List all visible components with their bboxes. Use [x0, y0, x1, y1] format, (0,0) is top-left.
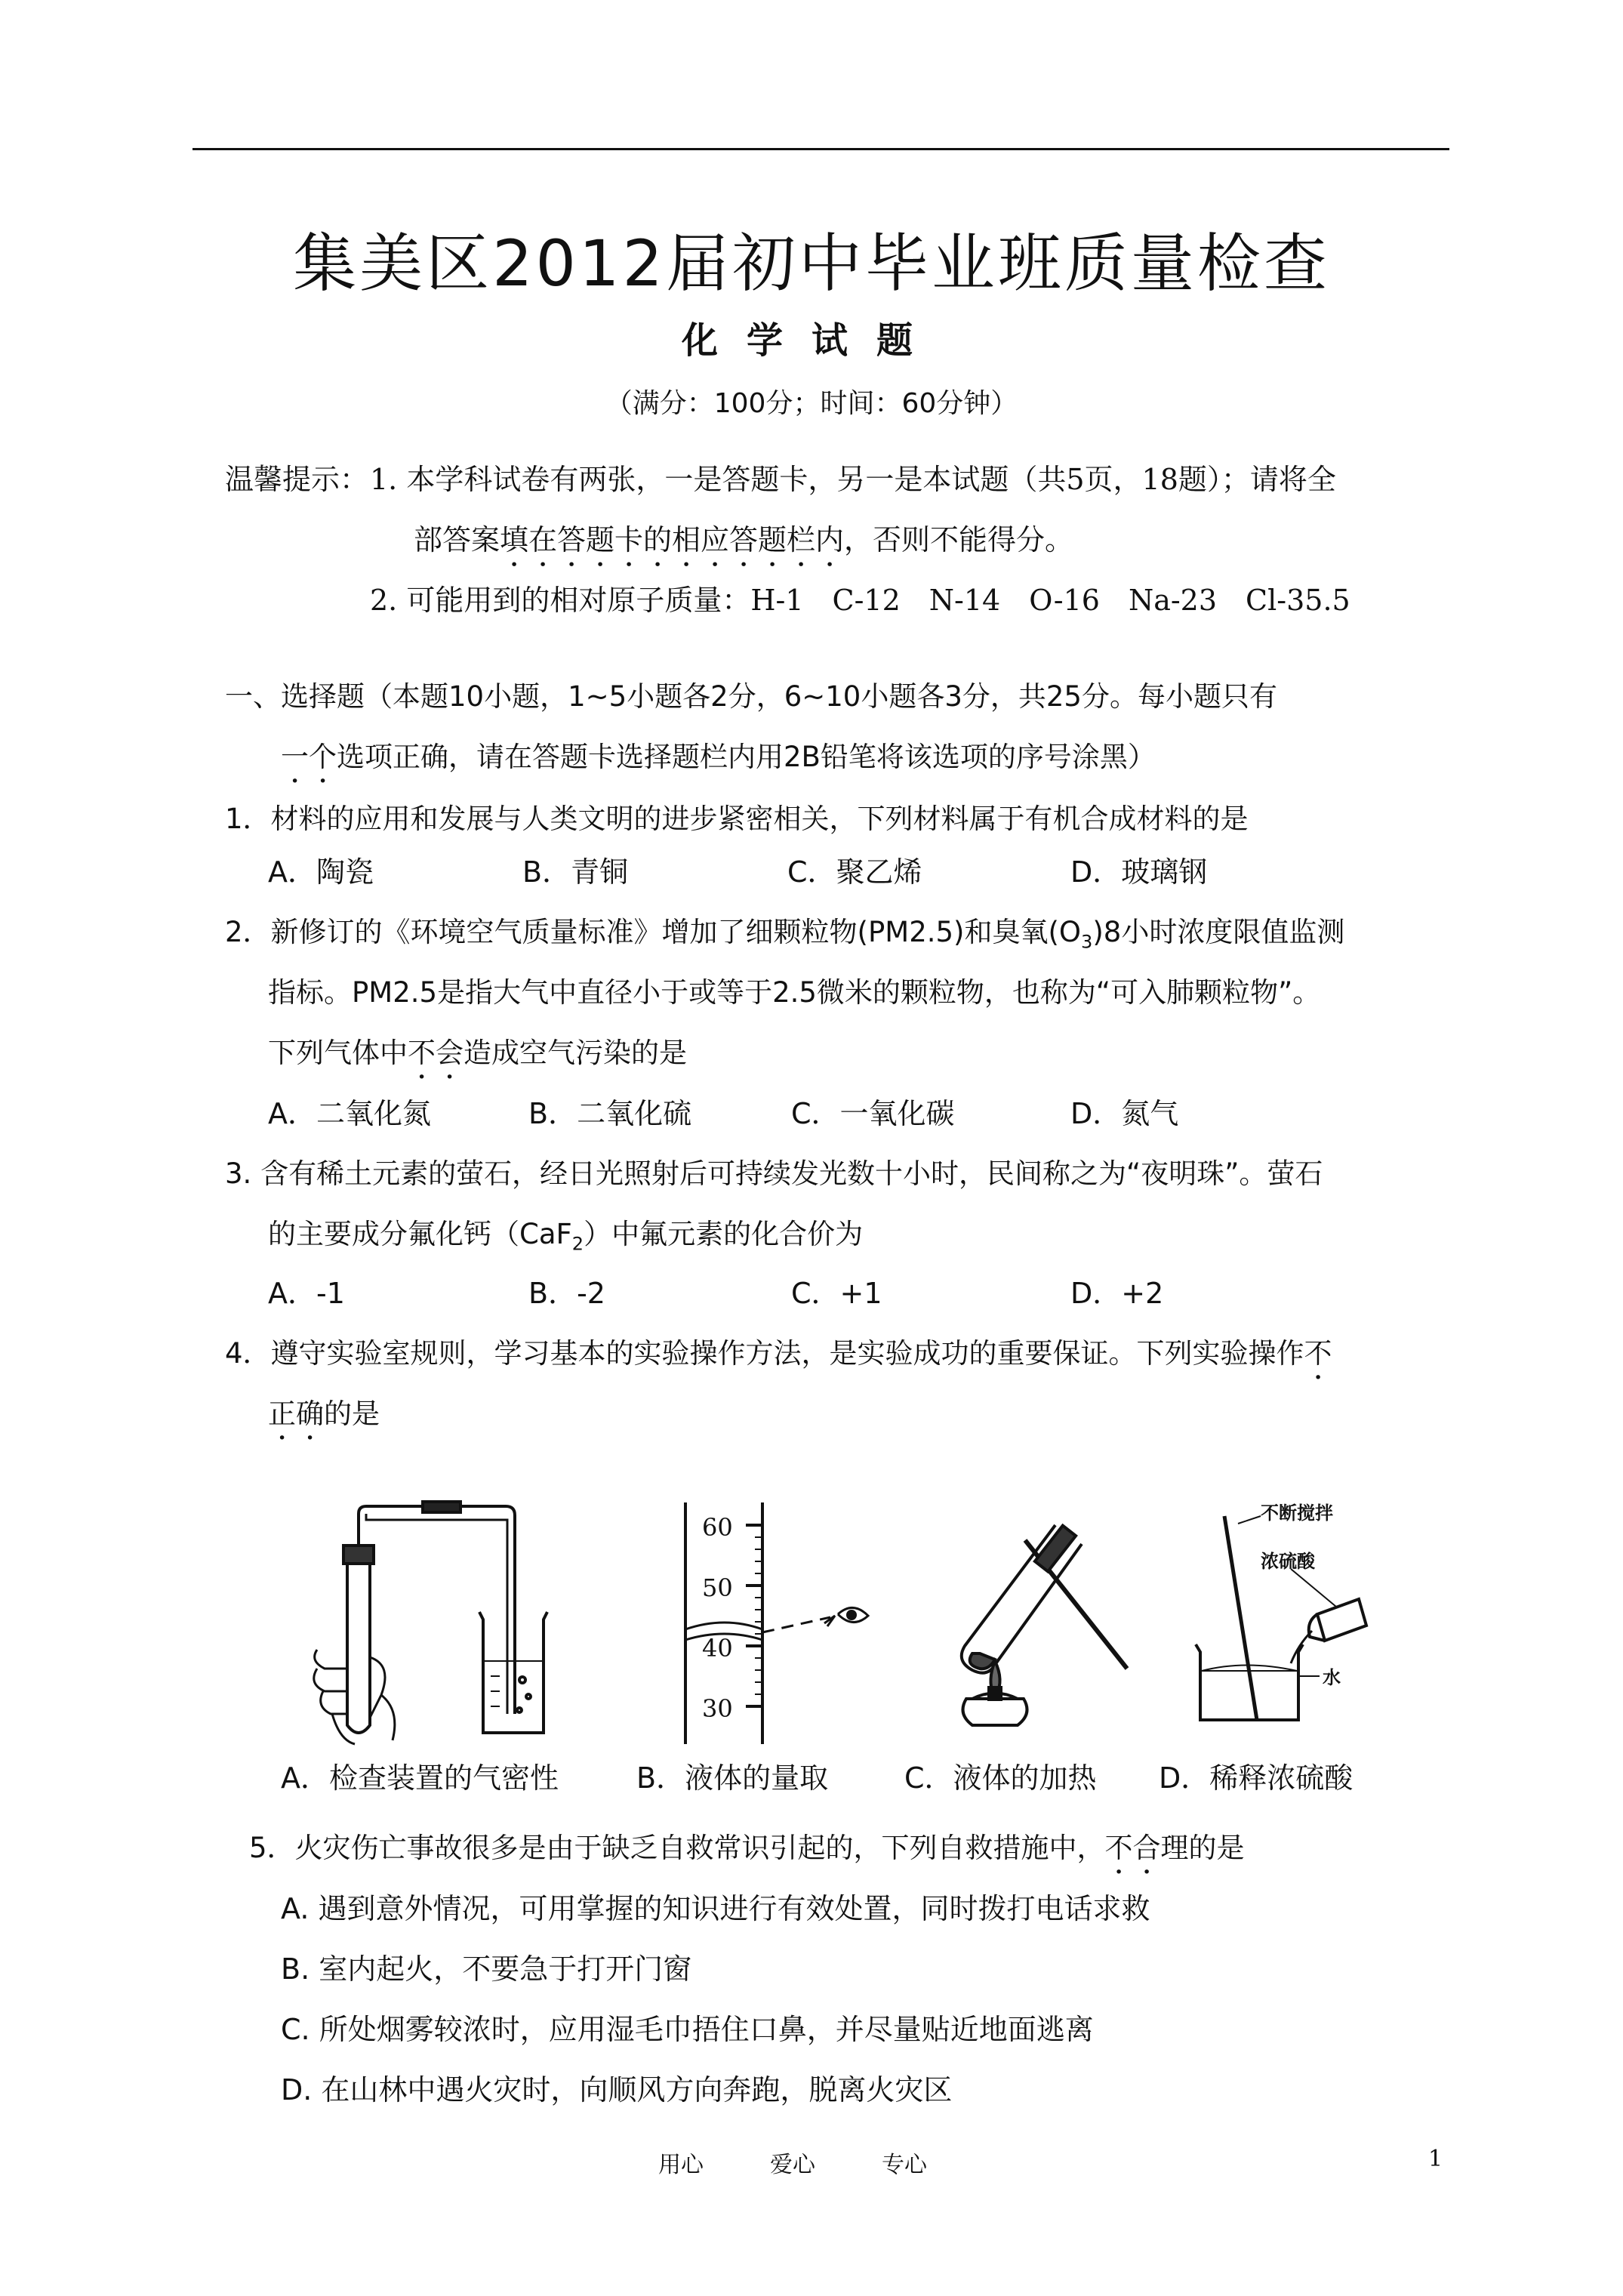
- q3-option-a: A．-1: [268, 1277, 345, 1310]
- q4-emphasis-1: 不: [1304, 1337, 1332, 1370]
- q3-subscript: 2: [571, 1233, 584, 1255]
- figure-c-heating: [919, 1510, 1146, 1744]
- q3-option-d: D．+2: [1070, 1277, 1164, 1310]
- figure-a-airtightness: [302, 1499, 559, 1748]
- q2-line-3-post: 造成空气污染的是: [463, 1037, 687, 1069]
- figure-c-caption: C．液体的加热: [904, 1761, 1097, 1795]
- question-2-line-3: [268, 1036, 687, 1086]
- q4-line-1-pre: 4．遵守实验室规则，学习基本的实验操作方法，是实验成功的重要保证。下列实验操作: [225, 1337, 1304, 1370]
- q5-option-d: D. 在山林中遇火灾时，向顺风方向奔跑，脱离火灾区: [281, 2073, 953, 2106]
- tip-1-line-1: 1. 本学科试卷有两张，一是答题卡，另一是本试题（共5页，18题）；请将全: [370, 463, 1336, 496]
- q3-option-b: B．-2: [528, 1277, 605, 1310]
- question-4-line-2: [268, 1397, 380, 1447]
- question-3-line-2: [268, 1217, 863, 1261]
- question-1-stem: 1．材料的应用和发展与人类文明的进步紧密相关，下列材料属于有机合成材料的是: [225, 803, 1249, 835]
- q1-option-a: A．陶瓷: [268, 855, 374, 889]
- q3-line-2-pre: 的主要成分氟化钙（CaF: [268, 1218, 572, 1250]
- page-title: 集美区2012届初中毕业班质量检查: [293, 227, 1330, 300]
- figure-b-measuring: [649, 1502, 883, 1744]
- cylinder-tick-50: 50: [702, 1573, 733, 1602]
- cylinder-tick-60: 60: [702, 1513, 733, 1542]
- label-acid: 浓硫酸: [1261, 1551, 1315, 1572]
- q5-option-c: C. 所处烟雾较浓时，应用湿毛巾捂住口鼻，并尽量贴近地面逃离: [281, 2013, 1094, 2046]
- cylinder-tick-40: 40: [702, 1634, 733, 1663]
- figure-d-diluting: [1185, 1501, 1442, 1735]
- q3-option-c: C．+1: [791, 1277, 882, 1310]
- figure-d-caption: D．稀释浓硫酸: [1159, 1761, 1354, 1795]
- q5-option-a: A. 遇到意外情况，可用掌握的知识进行有效处置，同时拨打电话求救: [281, 1892, 1150, 1925]
- q5-emphasis: 不合: [1104, 1832, 1161, 1864]
- q2-emphasis: 不会: [408, 1037, 463, 1069]
- q4-emphasis-2: 正确: [268, 1398, 324, 1430]
- q3-line-2-post: ）中氟元素的化合价为: [584, 1218, 864, 1250]
- section-heading-line-2: [281, 740, 1156, 790]
- q5-option-b: B. 室内起火，不要急于打开门窗: [281, 1952, 692, 1986]
- label-water: 水: [1323, 1667, 1341, 1688]
- page-number: 1: [1428, 2146, 1443, 2172]
- q2-line-1-text: 2．新修订的《环境空气质量标准》增加了细颗粒物(PM2.5)和臭氧(O: [225, 916, 1082, 948]
- question-2-line-2: 指标。PM2.5是指大气中直径小于或等于2.5微米的颗粒物，也称为“可入肺颗粒物”。: [268, 976, 1321, 1009]
- tip-1-post: ，否则不能得分。: [844, 523, 1074, 556]
- tip-1-line-2: [414, 522, 1073, 573]
- cylinder-tick-30: 30: [702, 1694, 733, 1723]
- q2-option-b: B．二氧化硫: [528, 1097, 692, 1130]
- q1-option-c: C．聚乙烯: [787, 855, 922, 889]
- question-5-stem: [249, 1831, 1245, 1881]
- question-4-line-1: [225, 1336, 1332, 1386]
- figure-c-drawing: [919, 1510, 1146, 1744]
- tip-2: 2. 可能用到的相对原子质量：H-1 C-12 N-14 O-16 Na-23 Cl-35.5: [370, 584, 1350, 617]
- figure-a-drawing: [302, 1499, 559, 1748]
- section-heading-post: 选项正确，请在答题卡选择题栏内用2B铅笔将该选项的序号涂黑）: [337, 741, 1156, 773]
- tip-1-pre: 部答案: [414, 523, 500, 556]
- figure-a-caption: A．检查装置的气密性: [281, 1761, 559, 1795]
- exam-info: （满分：100分；时间：60分钟）: [605, 388, 1018, 419]
- label-stir: 不断搅拌: [1261, 1502, 1333, 1524]
- q2-option-d: D．氮气: [1070, 1097, 1179, 1130]
- section-heading: 一、选择题（本题10小题，1~5小题各2分，6~10小题各3分，共25分。每小题只有: [225, 680, 1277, 713]
- footer-word-3: 专心: [882, 2152, 927, 2178]
- figure-b-drawing: [649, 1502, 883, 1744]
- figure-d-drawing: [1185, 1501, 1442, 1735]
- q2-line-1-post: )8小时浓度限值监测: [1092, 916, 1345, 948]
- q1-option-d: D．玻璃钢: [1070, 855, 1208, 889]
- q1-option-b: B．青铜: [522, 855, 629, 889]
- q2-subscript: 3: [1081, 931, 1093, 953]
- question-2-line-1: [225, 915, 1344, 959]
- tips-label: 温馨提示：: [225, 463, 369, 496]
- q2-line-3-pre: 下列气体中: [268, 1037, 408, 1069]
- footer-word-2: 爱心: [770, 2152, 815, 2178]
- header-rule: [192, 148, 1449, 150]
- q5-stem-pre: 5．火灾伤亡事故很多是由于缺乏自救常识引起的，下列自救措施中，: [249, 1832, 1105, 1864]
- q4-line-2-post: 的是: [324, 1398, 380, 1430]
- q2-option-c: C．一氧化碳: [791, 1097, 955, 1130]
- tip-1-emphasis: 填在答题卡的相应答题栏内: [500, 523, 845, 556]
- figure-b-caption: B．液体的量取: [636, 1761, 829, 1795]
- section-heading-emphasis: 一个: [281, 741, 337, 773]
- page-subtitle: 化学试题: [681, 319, 941, 362]
- footer-word-1: 用心: [658, 2152, 704, 2178]
- question-3-line-1: 3. 含有稀土元素的萤石，经日光照射后可持续发光数十小时，民间称之为“夜明珠”。萤石: [225, 1157, 1323, 1190]
- q2-option-a: A．二氧化氮: [268, 1097, 431, 1130]
- q5-stem-post: 理的是: [1160, 1832, 1245, 1864]
